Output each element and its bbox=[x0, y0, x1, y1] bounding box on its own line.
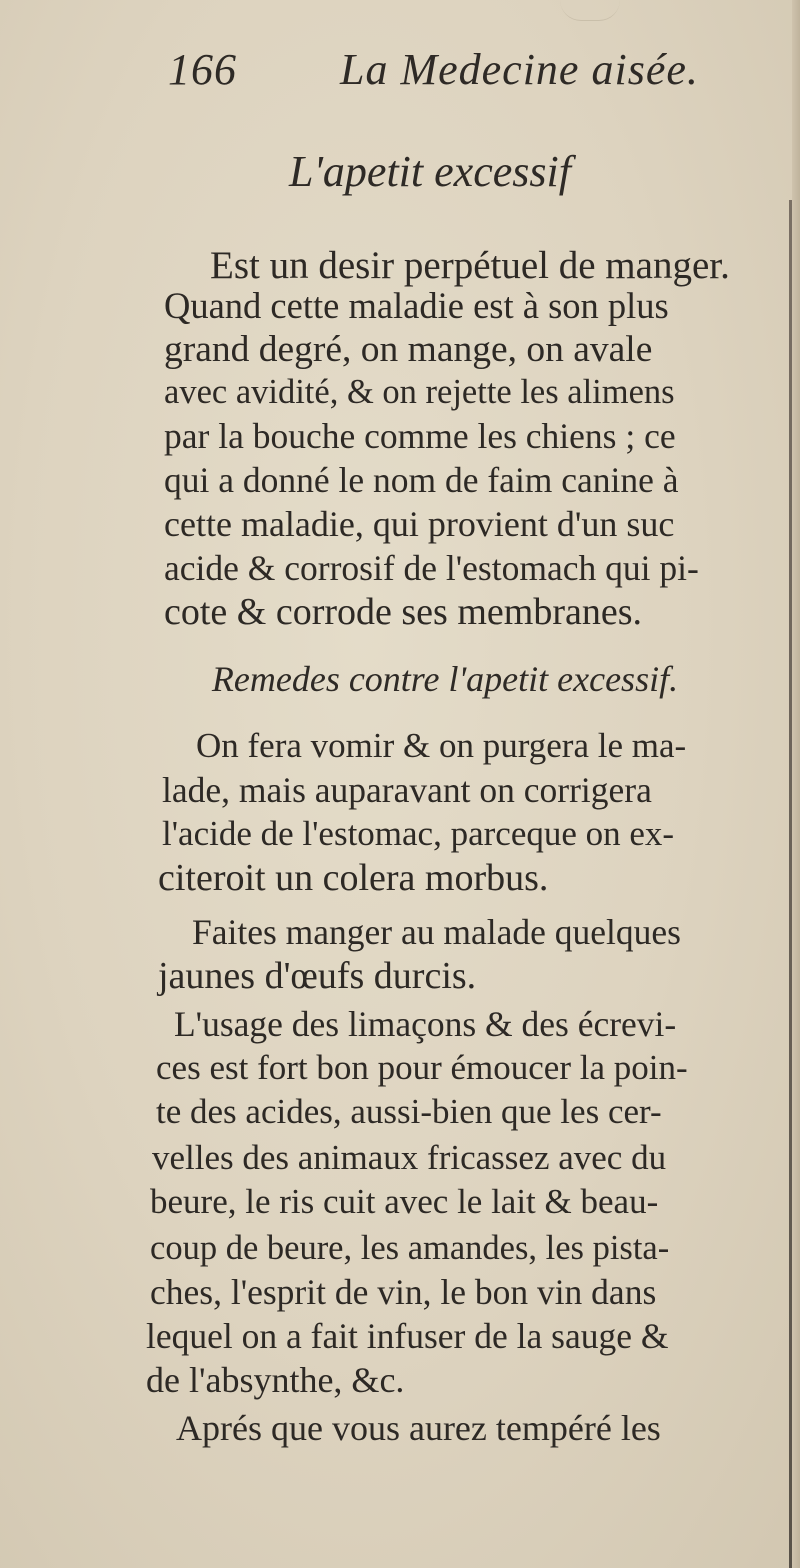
text-line: de l'absynthe, &c. bbox=[146, 1360, 405, 1400]
section-heading-appetite: L'apetit excessif bbox=[289, 147, 571, 196]
section-heading-remedies: Remedes contre l'apetit excessif. bbox=[211, 659, 679, 699]
text-line: jaunes d'œufs durcis. bbox=[158, 955, 477, 997]
text-line: grand degré, on mange, on avale bbox=[164, 329, 653, 370]
text-line: L'usage des limaçons & des écrevi- bbox=[174, 1004, 677, 1044]
text-line: lade, mais auparavant on corrigera bbox=[162, 770, 652, 810]
text-line: velles des animaux fricassez avec du bbox=[152, 1138, 667, 1177]
text-line: te des acides, aussi-bien que les cer- bbox=[156, 1092, 662, 1131]
text-line: Faites manger au malade quelques bbox=[192, 912, 681, 952]
text-line: par la bouche comme les chiens ; ce bbox=[164, 416, 676, 456]
text-line: ches, l'esprit de vin, le bon vin dans bbox=[150, 1272, 657, 1312]
text-line: ces est fort bon pour émoucer la poin- bbox=[156, 1048, 688, 1087]
text-line: beure, le ris cuit avec le lait & beau- bbox=[150, 1182, 659, 1221]
text-line: cette maladie, qui provient d'un suc bbox=[164, 504, 675, 544]
text-line: Est un desir perpétuel de manger. bbox=[210, 244, 730, 287]
page-number: 166 bbox=[168, 45, 237, 94]
running-title: La Medecine aisée. bbox=[340, 45, 699, 94]
running-head bbox=[168, 44, 708, 104]
text-line: Aprés que vous aurez tempéré les bbox=[176, 1408, 661, 1448]
text-line: qui a donné le nom de faim canine à bbox=[164, 460, 679, 500]
text-line: avec avidité, & on rejette les alimens bbox=[164, 373, 675, 411]
text-line: On fera vomir & on purgera le ma- bbox=[196, 726, 687, 765]
text-line: lequel on a fait infuser de la sauge & bbox=[146, 1316, 669, 1356]
text-line: coup de beure, les amandes, les pista- bbox=[150, 1229, 670, 1267]
paper-mark bbox=[560, 0, 620, 21]
text-line: acide & corrosif de l'estomach qui pi- bbox=[164, 548, 699, 588]
page-shadow-line bbox=[789, 200, 792, 1568]
page-edge bbox=[792, 0, 800, 1568]
text-line: l'acide de l'estomac, parceque on ex- bbox=[162, 814, 675, 853]
text-line: Quand cette maladie est à son plus bbox=[164, 285, 669, 326]
text-line: citeroit un colera morbus. bbox=[158, 857, 549, 899]
text-line: cote & corrode ses membranes. bbox=[164, 591, 642, 633]
